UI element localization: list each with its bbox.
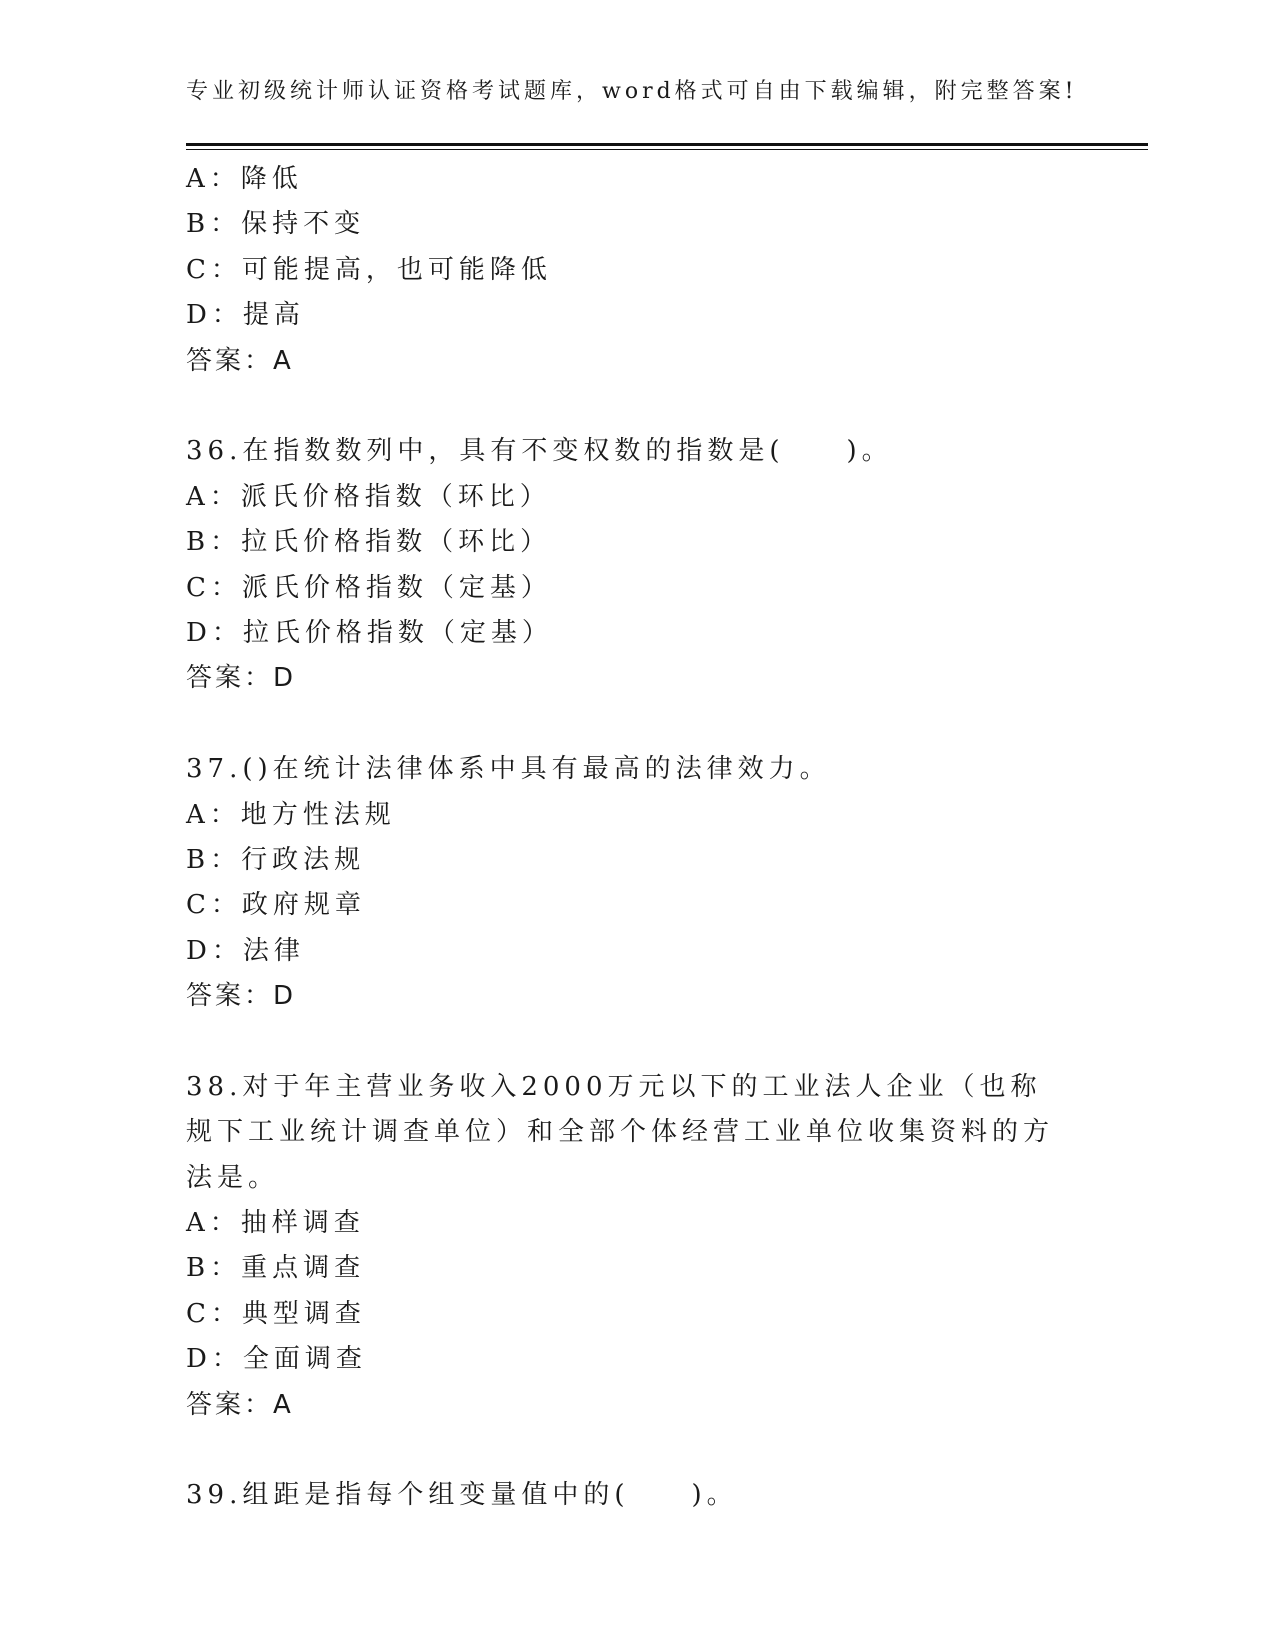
option-d: D：拉氏价格指数（定基） bbox=[186, 617, 553, 648]
option-c: C：派氏价格指数（定基） bbox=[186, 572, 552, 603]
question-39 bbox=[186, 1473, 1066, 1518]
spacer bbox=[186, 1428, 1066, 1473]
option-d: D：提高 bbox=[186, 300, 305, 331]
option-a: A：抽样调查 bbox=[186, 1208, 365, 1239]
header-rule-thin bbox=[186, 149, 1148, 150]
answer: 答案：D bbox=[186, 981, 297, 1012]
option-a: A：地方性法规 bbox=[186, 799, 396, 830]
option-c: C：可能提高，也可能降低 bbox=[186, 254, 552, 285]
option-b: B：拉氏价格指数（环比） bbox=[186, 527, 552, 558]
question-text: 37.()在统计法律体系中具有最高的法律效力。 bbox=[186, 754, 831, 785]
question-text: 38.对于年主营业务收入2000万元以下的工业法人企业（也称规下工业统计调查单位）和全部个体经营工业单位收集资料的方法是。 bbox=[186, 1071, 1055, 1193]
option-d: D：全面调查 bbox=[186, 1344, 367, 1375]
question-38 bbox=[186, 1065, 1066, 1428]
question-36 bbox=[186, 429, 1066, 701]
answer: 答案：A bbox=[186, 345, 294, 376]
option-a: A：派氏价格指数（环比） bbox=[186, 481, 551, 512]
question-text: 39.组距是指每个组变量值中的( )。 bbox=[186, 1480, 738, 1511]
answer: 答案：D bbox=[186, 663, 297, 694]
spacer bbox=[186, 702, 1066, 747]
option-c: C：政府规章 bbox=[186, 890, 366, 921]
spacer bbox=[186, 384, 1066, 429]
option-b: B：重点调查 bbox=[186, 1253, 366, 1284]
header-rule-thick bbox=[186, 143, 1148, 146]
page-header: 专业初级统计师认证资格考试题库，word格式可自由下载编辑，附完整答案! bbox=[186, 79, 1078, 104]
document-body bbox=[186, 157, 1066, 1519]
spacer bbox=[186, 1019, 1066, 1064]
option-a: A：降低 bbox=[186, 164, 303, 194]
option-b: B：保持不变 bbox=[186, 209, 366, 240]
question-text: 36.在指数数列中，具有不变权数的指数是( )。 bbox=[186, 436, 893, 467]
answer: 答案：A bbox=[186, 1389, 294, 1420]
question-37 bbox=[186, 747, 1066, 1019]
question-35 bbox=[186, 157, 1066, 384]
option-b: B：行政法规 bbox=[186, 844, 366, 875]
option-d: D：法律 bbox=[186, 935, 305, 966]
option-c: C：典型调查 bbox=[186, 1298, 366, 1329]
